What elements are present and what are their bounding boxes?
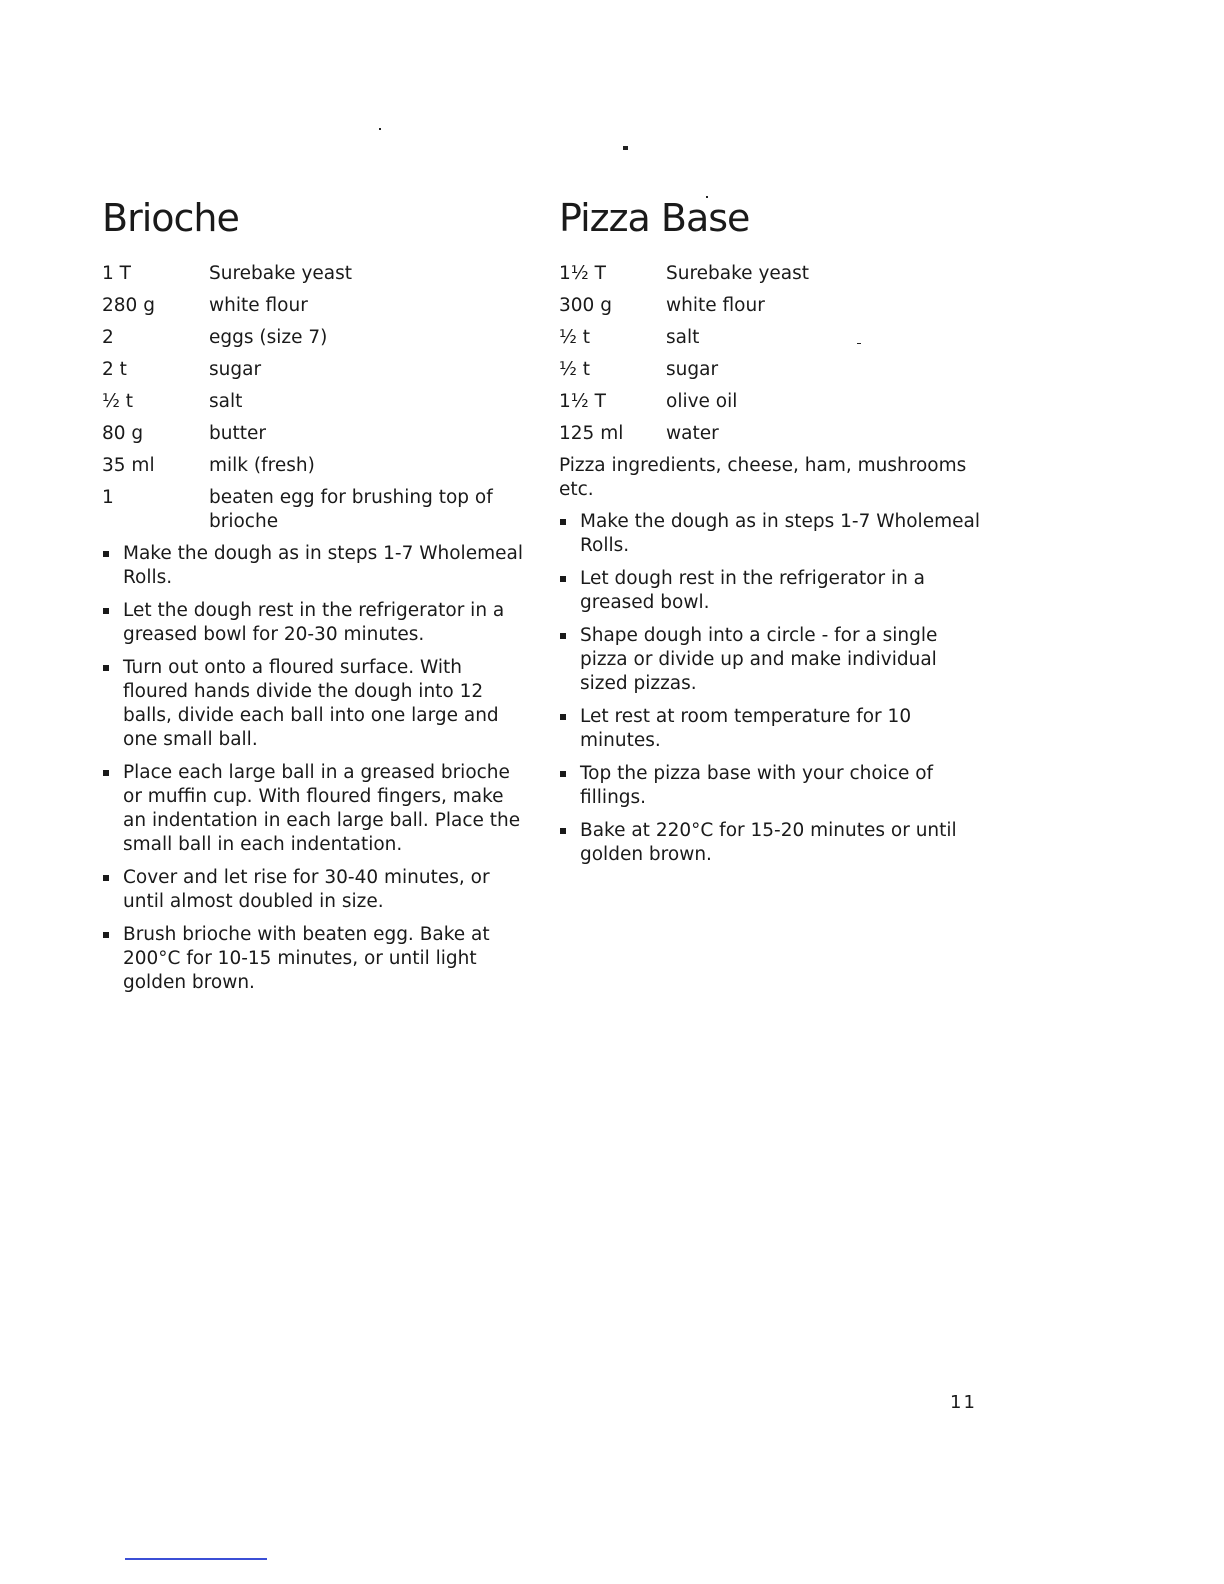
ingredient-row (102, 358, 532, 382)
ingredient-name: olive oil (666, 391, 738, 412)
ingredient-row (102, 390, 532, 414)
ingredient-name: white flour (209, 295, 308, 316)
step-text: Let dough rest in the refrigerator in a greased bowl. (580, 568, 926, 613)
step-item (559, 705, 989, 753)
square-bullet-icon (560, 519, 566, 525)
ingredient-row (559, 294, 989, 318)
step-item (102, 761, 532, 857)
square-bullet-icon (560, 828, 566, 834)
ingredient-quantity: 125 ml (559, 423, 624, 444)
square-bullet-icon (103, 665, 109, 671)
square-bullet-icon (560, 576, 566, 582)
step-text: Brush brioche with beaten egg. Bake at 200°C for 10-15 minutes, or until light golden brown. (123, 924, 490, 993)
ingredient-quantity: 1½ T (559, 263, 606, 284)
ingredient-quantity: 2 t (102, 359, 127, 380)
square-bullet-icon (560, 714, 566, 720)
step-text: Let the dough rest in the refrigerator in a greased bowl for 20-30 minutes. (123, 600, 505, 645)
step-item (559, 510, 989, 558)
ingredient-row (102, 422, 532, 446)
ingredient-quantity: 35 ml (102, 455, 155, 476)
ingredient-list (102, 262, 532, 534)
step-item (102, 599, 532, 647)
step-item (102, 656, 532, 752)
ingredient-row (102, 486, 532, 534)
recipe-title: Pizza Base (559, 196, 750, 240)
brioche-recipe (102, 192, 532, 1004)
ingredient-row (559, 390, 989, 414)
ingredient-row (559, 262, 989, 286)
ingredient-quantity: 280 g (102, 295, 155, 316)
pizza-base-recipe (559, 192, 989, 876)
ingredient-name: butter (209, 423, 266, 444)
ingredient-quantity: ½ t (559, 359, 591, 380)
square-bullet-icon (560, 633, 566, 639)
step-text: Let rest at room temperature for 10 minutes. (580, 706, 912, 751)
ingredient-name: beaten egg for brushing top of brioche (209, 487, 493, 532)
page-number: 11 (950, 1392, 977, 1413)
ingredient-name: salt (209, 391, 243, 412)
scan-speck (379, 128, 381, 130)
ingredient-quantity: 80 g (102, 423, 144, 444)
ingredient-name: water (666, 423, 719, 444)
ingredient-name: eggs (size 7) (209, 327, 328, 348)
ingredient-quantity: 1 (102, 487, 114, 508)
ingredient-quantity: ½ t (102, 391, 134, 412)
scan-speck (623, 146, 628, 150)
ingredient-row (102, 262, 532, 286)
ingredient-list (559, 262, 989, 446)
ingredient-quantity: 1½ T (559, 391, 606, 412)
step-text: Bake at 220°C for 15-20 minutes or until golden brown. (580, 820, 957, 865)
ingredient-quantity: 300 g (559, 295, 612, 316)
ingredient-name: white flour (666, 295, 765, 316)
step-text: Cover and let rise for 30-40 minutes, or until almost doubled in size. (123, 867, 490, 912)
ingredient-name: Surebake yeast (666, 263, 810, 284)
step-item (102, 866, 532, 914)
step-item (559, 762, 989, 810)
square-bullet-icon (103, 551, 109, 557)
ingredient-quantity: 1 T (102, 263, 131, 284)
step-item (559, 624, 989, 696)
ingredient-row (102, 294, 532, 318)
ingredient-row (559, 326, 989, 350)
square-bullet-icon (103, 770, 109, 776)
step-text: Place each large ball in a greased brioche or muffin cup. With floured fingers, make an indentation in each large ball. Place the small ball in each indentation. (123, 762, 521, 855)
square-bullet-icon (103, 932, 109, 938)
ingredient-row (102, 326, 532, 350)
step-item (559, 819, 989, 867)
square-bullet-icon (560, 771, 566, 777)
ingredient-row (102, 454, 532, 478)
step-text: Turn out onto a floured surface. With floured hands divide the dough into 12 balls, divide each ball into one large and one small ball. (123, 657, 499, 750)
ingredient-quantity: ½ t (559, 327, 591, 348)
ingredient-name: milk (fresh) (209, 455, 315, 476)
step-item (559, 567, 989, 615)
ingredient-quantity: 2 (102, 327, 114, 348)
recipe-title: Brioche (102, 196, 239, 240)
ingredient-name: salt (666, 327, 700, 348)
step-text: Top the pizza base with your choice of fillings. (580, 763, 934, 808)
step-list (559, 510, 989, 867)
step-text: Shape dough into a circle - for a single pizza or divide up and make individual sized pizzas. (580, 625, 938, 694)
step-text: Make the dough as in steps 1-7 Wholemeal Rolls. (580, 511, 980, 556)
scan-artifact-line (125, 1558, 267, 1560)
topping-note: Pizza ingredients, cheese, ham, mushrooms etc. (559, 455, 967, 500)
step-list (102, 542, 532, 995)
ingredient-row (559, 422, 989, 446)
square-bullet-icon (103, 608, 109, 614)
square-bullet-icon (103, 875, 109, 881)
ingredient-name: sugar (666, 359, 719, 380)
step-item (102, 542, 532, 590)
ingredient-name: sugar (209, 359, 262, 380)
step-item (102, 923, 532, 995)
ingredient-name: Surebake yeast (209, 263, 353, 284)
step-text: Make the dough as in steps 1-7 Wholemeal Rolls. (123, 543, 523, 588)
ingredient-row (559, 358, 989, 382)
